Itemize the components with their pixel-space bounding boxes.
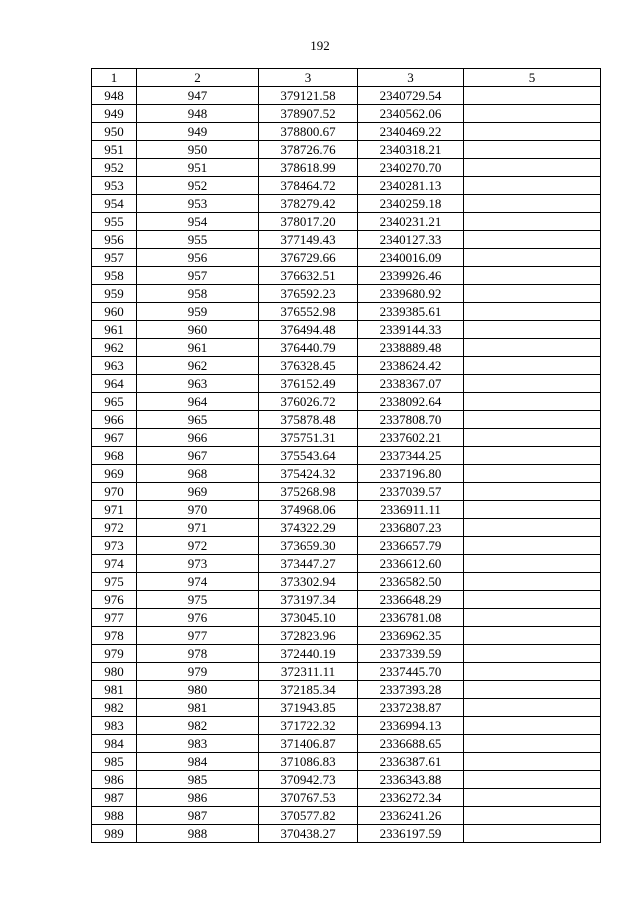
table-cell [464,231,601,249]
table-cell: 951 [92,141,137,159]
table-cell: 376729.66 [259,249,358,267]
table-cell: 972 [137,537,259,555]
table-cell: 973 [92,537,137,555]
table-cell: 965 [92,393,137,411]
table-cell: 951 [137,159,259,177]
table-cell [464,501,601,519]
table-cell: 374968.06 [259,501,358,519]
table-cell: 372440.19 [259,645,358,663]
table-cell: 958 [137,285,259,303]
table-cell: 2336272.34 [358,789,464,807]
table-cell: 378618.99 [259,159,358,177]
table-cell: 950 [137,141,259,159]
table-cell: 982 [92,699,137,717]
table-cell: 2339144.33 [358,321,464,339]
table-cell: 961 [137,339,259,357]
table-row [92,555,601,573]
table-cell: 2336962.35 [358,627,464,645]
table-cell: 376328.45 [259,357,358,375]
table-row [92,303,601,321]
table-cell: 2340318.21 [358,141,464,159]
table-cell: 373447.27 [259,555,358,573]
table-cell: 2336994.13 [358,717,464,735]
table-cell: 2337238.87 [358,699,464,717]
table-cell [464,303,601,321]
table-row [92,357,601,375]
table-cell: 2337393.28 [358,681,464,699]
table-cell: 375878.48 [259,411,358,429]
table-cell: 376592.23 [259,285,358,303]
table-cell: 2340562.06 [358,105,464,123]
table-cell: 964 [137,393,259,411]
table-cell: 976 [137,609,259,627]
table-cell: 955 [92,213,137,231]
table-cell [464,375,601,393]
table-cell: 956 [137,249,259,267]
table-cell: 373045.10 [259,609,358,627]
table-cell: 379121.58 [259,87,358,105]
table-row [92,105,601,123]
table-cell: 2338624.42 [358,357,464,375]
table-cell [464,753,601,771]
table-cell: 972 [92,519,137,537]
table-cell: 2338889.48 [358,339,464,357]
table-cell: 376152.49 [259,375,358,393]
table-row [92,411,601,429]
table-cell: 949 [92,105,137,123]
table-cell: 986 [92,771,137,789]
table-cell: 980 [137,681,259,699]
table-cell: 2336197.59 [358,825,464,843]
table-cell: 960 [92,303,137,321]
table-cell: 372185.34 [259,681,358,699]
table-cell: 963 [137,375,259,393]
table-cell: 957 [137,267,259,285]
table-cell: 2336688.65 [358,735,464,753]
table-cell: 2338367.07 [358,375,464,393]
table-row [92,627,601,645]
table-cell: 375268.98 [259,483,358,501]
table-cell: 954 [137,213,259,231]
header-row [92,69,601,87]
table-cell: 2336657.79 [358,537,464,555]
table-row [92,573,601,591]
table-cell [464,573,601,591]
table-cell: 2336612.60 [358,555,464,573]
table-cell: 970 [92,483,137,501]
table-cell: 2336648.29 [358,591,464,609]
table-cell [464,429,601,447]
table-cell: 2337339.59 [358,645,464,663]
table-cell: 966 [92,411,137,429]
table-cell: 957 [92,249,137,267]
table-cell: 979 [137,663,259,681]
table-row [92,87,601,105]
table-cell: 2340729.54 [358,87,464,105]
table-cell: 2337602.21 [358,429,464,447]
table-cell: 2340281.13 [358,177,464,195]
table-cell: 970 [137,501,259,519]
table-row [92,699,601,717]
table-row [92,681,601,699]
table-cell: 973 [137,555,259,573]
table-cell: 953 [137,195,259,213]
table-cell [464,321,601,339]
table-cell: 958 [92,267,137,285]
page-number: 192 [310,38,330,53]
table-cell: 985 [92,753,137,771]
table-cell [464,699,601,717]
table-cell: 2340469.22 [358,123,464,141]
table-cell: 2337196.80 [358,465,464,483]
table-cell: 378464.72 [259,177,358,195]
table-cell: 962 [92,339,137,357]
table-cell: 370942.73 [259,771,358,789]
table-body [92,87,601,843]
table-row [92,465,601,483]
table-cell: 2339385.61 [358,303,464,321]
table-row [92,771,601,789]
table-cell: 960 [137,321,259,339]
table-cell: 2340016.09 [358,249,464,267]
table-cell: 371406.87 [259,735,358,753]
table-cell: 2337039.57 [358,483,464,501]
table-cell [464,681,601,699]
table-row [92,213,601,231]
table-cell: 979 [92,645,137,663]
table-cell: 975 [137,591,259,609]
table-cell: 959 [137,303,259,321]
table-cell [464,663,601,681]
table-row [92,609,601,627]
table-cell: 965 [137,411,259,429]
table-cell: 374322.29 [259,519,358,537]
table-cell: 378800.67 [259,123,358,141]
table-cell: 981 [92,681,137,699]
table-cell: 984 [137,753,259,771]
table-cell: 2340127.33 [358,231,464,249]
table-cell: 949 [137,123,259,141]
table-cell: 372311.11 [259,663,358,681]
table-cell: 988 [92,807,137,825]
table-cell [464,771,601,789]
table-cell: 987 [137,807,259,825]
table-cell: 977 [92,609,137,627]
table-row [92,321,601,339]
table-cell [464,195,601,213]
table-cell [464,645,601,663]
table-cell: 2336387.61 [358,753,464,771]
table-row [92,591,601,609]
table-cell: 375751.31 [259,429,358,447]
table-cell [464,411,601,429]
table-cell: 371722.32 [259,717,358,735]
table-cell [464,357,601,375]
table-cell [464,123,601,141]
table-cell: 2338092.64 [358,393,464,411]
table-cell: 948 [92,87,137,105]
table-cell: 2337808.70 [358,411,464,429]
table-row [92,753,601,771]
table-cell: 371086.83 [259,753,358,771]
table-cell: 963 [92,357,137,375]
table-cell: 962 [137,357,259,375]
table-cell: 983 [137,735,259,753]
table-row [92,429,601,447]
table-cell [464,339,601,357]
table-cell: 969 [137,483,259,501]
table-cell: 376440.79 [259,339,358,357]
table-cell [464,465,601,483]
table-cell: 2336911.11 [358,501,464,519]
table-cell: 988 [137,825,259,843]
table-cell: 947 [137,87,259,105]
table-cell: 370438.27 [259,825,358,843]
table-cell: 978 [137,645,259,663]
table-cell: 961 [92,321,137,339]
table-cell: 376632.51 [259,267,358,285]
table-cell: 373302.94 [259,573,358,591]
table-cell [464,807,601,825]
table-cell: 2339680.92 [358,285,464,303]
table-cell: 375424.32 [259,465,358,483]
table-cell: 966 [137,429,259,447]
table-cell: 974 [92,555,137,573]
column-header: 5 [464,69,601,87]
table-cell: 2337344.25 [358,447,464,465]
table-row [92,231,601,249]
table-cell: 2340259.18 [358,195,464,213]
table-cell: 987 [92,789,137,807]
table-cell: 370577.82 [259,807,358,825]
table-cell: 2340270.70 [358,159,464,177]
table-cell: 378907.52 [259,105,358,123]
table-cell: 2336807.23 [358,519,464,537]
table-cell: 373197.34 [259,591,358,609]
table-cell [464,447,601,465]
table-cell [464,735,601,753]
table-cell [464,177,601,195]
table-row [92,267,601,285]
table-row [92,645,601,663]
table-header [92,69,601,87]
table-cell: 989 [92,825,137,843]
table-row [92,393,601,411]
table-cell: 968 [137,465,259,483]
table-cell: 952 [137,177,259,195]
table-cell [464,555,601,573]
table-cell: 971 [137,519,259,537]
table-row [92,375,601,393]
table-cell: 978 [92,627,137,645]
table-cell: 2339926.46 [358,267,464,285]
table-cell: 956 [92,231,137,249]
table-cell [464,285,601,303]
table-cell: 372823.96 [259,627,358,645]
table-cell: 976 [92,591,137,609]
table-row [92,141,601,159]
table-cell: 2336241.26 [358,807,464,825]
table-cell: 2336582.50 [358,573,464,591]
table-cell: 953 [92,177,137,195]
table-cell: 986 [137,789,259,807]
table-row [92,249,601,267]
column-header: 3 [259,69,358,87]
table-row [92,447,601,465]
table-cell: 370767.53 [259,789,358,807]
table-cell: 378279.42 [259,195,358,213]
table-cell: 2336781.08 [358,609,464,627]
column-header: 1 [92,69,137,87]
table-cell: 950 [92,123,137,141]
table-cell [464,627,601,645]
table-cell: 375543.64 [259,447,358,465]
table-cell: 2340231.21 [358,213,464,231]
table-cell: 373659.30 [259,537,358,555]
table-cell: 971 [92,501,137,519]
table-cell: 377149.43 [259,231,358,249]
table-cell: 974 [137,573,259,591]
table-cell: 376026.72 [259,393,358,411]
table-cell: 982 [137,717,259,735]
table-cell: 954 [92,195,137,213]
table-cell: 952 [92,159,137,177]
table-cell: 981 [137,699,259,717]
table-row [92,339,601,357]
table-row [92,807,601,825]
table-cell: 964 [92,375,137,393]
table-row [92,519,601,537]
table-cell: 376552.98 [259,303,358,321]
column-header: 2 [137,69,259,87]
table-cell [464,591,601,609]
table-row [92,483,601,501]
table-cell: 378726.76 [259,141,358,159]
table-cell: 2336343.88 [358,771,464,789]
table-cell [464,105,601,123]
table-row [92,537,601,555]
table-cell: 975 [92,573,137,591]
table-cell: 983 [92,717,137,735]
table-cell [464,267,601,285]
table-cell: 967 [137,447,259,465]
table-cell: 968 [92,447,137,465]
table-cell [464,483,601,501]
table-cell [464,519,601,537]
table-cell [464,537,601,555]
table-cell [464,393,601,411]
table-cell: 977 [137,627,259,645]
table-cell [464,825,601,843]
table-cell: 969 [92,465,137,483]
table-cell: 955 [137,231,259,249]
table-cell: 948 [137,105,259,123]
table-row [92,285,601,303]
table-cell: 378017.20 [259,213,358,231]
table-row [92,789,601,807]
table-cell [464,213,601,231]
table-cell: 984 [92,735,137,753]
table-cell [464,159,601,177]
table-cell: 959 [92,285,137,303]
table-row [92,825,601,843]
table-cell: 980 [92,663,137,681]
table-cell [464,249,601,267]
table-row [92,717,601,735]
coordinates-table [91,68,601,843]
table-row [92,735,601,753]
table-row [92,159,601,177]
table-row [92,177,601,195]
column-header: 3 [358,69,464,87]
table-cell [464,609,601,627]
table-cell: 2337445.70 [358,663,464,681]
table-cell: 371943.85 [259,699,358,717]
table-cell: 376494.48 [259,321,358,339]
table-cell [464,87,601,105]
table-row [92,195,601,213]
table-row [92,501,601,519]
table-cell: 985 [137,771,259,789]
table-cell [464,717,601,735]
table-row [92,123,601,141]
table-row [92,663,601,681]
table-cell [464,141,601,159]
table-cell [464,789,601,807]
table-cell: 967 [92,429,137,447]
